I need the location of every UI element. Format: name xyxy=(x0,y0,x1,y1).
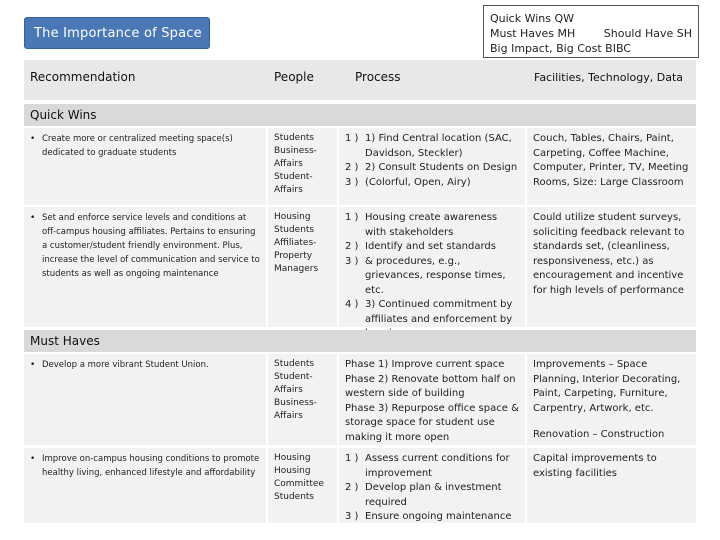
recommendation-cell xyxy=(24,448,266,523)
recommendation-cell xyxy=(24,354,266,445)
table-header xyxy=(24,60,696,100)
list-item: 3 ) (Colorful, Open, Airy) xyxy=(345,176,471,188)
recommendation-cell xyxy=(24,207,266,327)
recommendation-text: Set and enforce service levels and conditions at off-campus housing affiliates. Pertains to ensuring a customer/student friendly environment. Plus, increase the level of communication and service to students as well as ongoing maintenance xyxy=(42,213,260,279)
facilities-cell xyxy=(527,354,696,445)
list-item: 3 ) & procedures, e.g., grievances, response times, etc. xyxy=(345,255,506,296)
process-phase-2: Phase 2) Renovate bottom half on western side of building xyxy=(345,373,516,399)
people-cell: Housing Housing Committee Students xyxy=(268,448,337,523)
list-item: 1 ) Assess current conditions for improvement xyxy=(345,453,510,479)
list-item: 1 ) 1) Find Central location (SAC, Davidson, Steckler) xyxy=(345,133,512,159)
list-item: 2 ) Develop plan & investment required xyxy=(345,482,502,508)
process-phase-1: Phase 1) Improve current space xyxy=(345,359,505,370)
recommendation-cell xyxy=(24,128,266,205)
facilities-cell: Capital improvements to existing facilities xyxy=(527,448,696,523)
process-cell xyxy=(339,354,525,445)
list-item: 1 ) Housing create awareness with stakeholders xyxy=(345,212,498,238)
bullet-icon: • xyxy=(30,360,36,370)
process-cell xyxy=(339,448,525,523)
table-row xyxy=(24,448,696,523)
process-cell xyxy=(339,128,525,205)
list-item: 3 ) Ensure ongoing maintenance xyxy=(345,511,512,522)
facilities-cell: Couch, Tables, Chairs, Paint, Carpeting, Coffee Machine, Computer, Printer, TV, Meeting Rooms, Size: Large Classroom xyxy=(527,128,696,205)
list-item: 2 ) 2) Consult Students on Design xyxy=(345,162,518,173)
section-quick-wins: Quick Wins xyxy=(24,104,696,126)
bullet-icon: • xyxy=(30,454,36,464)
header-people: People xyxy=(274,70,314,84)
table-row xyxy=(24,207,696,327)
legend-quick-wins: Quick Wins QW xyxy=(490,12,575,25)
bullet-icon: • xyxy=(30,134,36,144)
facilities-extra-text: Renovation – Construction xyxy=(533,429,665,440)
recommendation-text: Develop a more vibrant Student Union. xyxy=(42,360,209,370)
recommendation-text: Improve on-campus housing conditions to promote healthy living, enhanced lifestyle and affordability xyxy=(42,454,260,478)
list-item: 2 ) Identify and set standards xyxy=(345,241,496,252)
legend-big-impact: Big Impact, Big Cost BIBC xyxy=(490,42,631,55)
bullet-icon: • xyxy=(30,213,36,223)
table-row xyxy=(24,354,696,445)
section-must-haves: Must Haves xyxy=(24,330,696,352)
process-phase-3: Phase 3) Repurpose office space & storage space for student use making it more open xyxy=(345,402,519,443)
page-title: The Importance of Space xyxy=(24,17,210,49)
header-facilities: Facilities, Technology, Data xyxy=(534,71,684,84)
legend-box xyxy=(483,5,699,58)
legend-should-have: Should Have SH xyxy=(603,27,692,40)
legend-must-haves: Must Haves MH xyxy=(490,27,576,40)
people-cell: Students Business- Affairs Student- Affairs xyxy=(268,128,337,205)
facilities-cell: Could utilize student surveys, soliciting feedback relevant to standards set, (cleanliness, responsiveness, etc.) as encouragement and incentive for high levels of performance xyxy=(527,207,696,327)
recommendation-text: Create more or centralized meeting space(s) dedicated to graduate students xyxy=(42,134,233,158)
people-cell: Students Student- Affairs Business- Affairs xyxy=(268,354,337,445)
people-cell: Housing Students Affiliates- Property Managers xyxy=(268,207,337,327)
facilities-text: Improvements – Space Planning, Interior Decorating, Paint, Carpeting, Furniture, Carpentry, Artwork, etc. xyxy=(533,359,681,414)
header-recommendation: Recommendation xyxy=(30,70,136,84)
table-row xyxy=(24,128,696,205)
list-item: 4 ) 3) Continued commitment by affiliates and enforcement by xyxy=(345,299,513,325)
header-process: Process xyxy=(355,70,401,84)
process-cell xyxy=(339,207,525,327)
